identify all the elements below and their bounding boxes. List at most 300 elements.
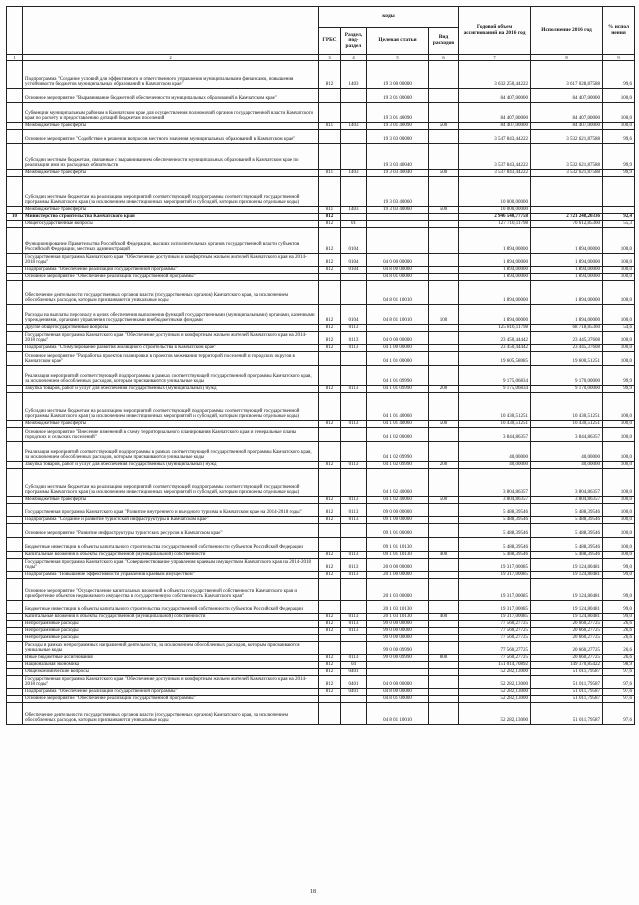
row-number [7, 274, 23, 281]
table-row [7, 214, 635, 221]
row-percent: 54,6 [603, 325, 635, 332]
row-number [7, 696, 23, 703]
row-name: Субвенции муниципальным районам в Камчатском крае для осуществления полномочий органов государственной власти Камчатского края по расчету и предоставлению дотаций бюджетам поселений [23, 103, 319, 123]
row-target-code: 20 1 03 10130 [367, 601, 429, 614]
row-expense-type [429, 676, 459, 689]
row-percent: 26,6 [603, 621, 635, 628]
table-row [7, 366, 635, 386]
row-volume: 77 560,27725 [459, 621, 531, 628]
table-row [7, 517, 635, 524]
row-volume: 10 000,00000 [459, 177, 531, 207]
row-section: 1403 [341, 61, 367, 89]
row-section: 0113 [341, 497, 367, 504]
row-target-code: 19 3 01 40090 [367, 103, 429, 123]
row-section: 0113 [341, 628, 367, 635]
row-volume: 1 894,00000 [459, 305, 531, 325]
row-name: Субсидии местным бюджетам, связанные с выравниванием обеспеченности муниципальных образований в Камчатском крае по реализации ими их расходных обязательств [23, 144, 319, 170]
table-row [7, 538, 635, 552]
row-target-code: 04 1 02 40060 [367, 497, 429, 504]
row-name: Основное мероприятие "Осуществление капитальных вложений в объекты государственной собственности Камчатского края и приобретение объектов недвижимого имущества в государственную собственность Камчатского края" [23, 579, 319, 601]
row-execution: 5 488,39546 [531, 538, 603, 552]
row-number [7, 305, 23, 325]
table-row [7, 614, 635, 621]
row-target-code: 04 1 01 00000 [367, 352, 429, 366]
row-target-code: 04 1 01 09990 [367, 386, 429, 393]
row-number [7, 497, 23, 504]
row-volume: 151 014,70892 [459, 662, 531, 669]
row-execution: 1 894,00000 [531, 254, 603, 267]
row-percent: 100,0 [603, 281, 635, 305]
row-grbs: 812 [319, 572, 341, 579]
row-number: 10 [7, 214, 23, 221]
row-grbs: 812 [319, 325, 341, 332]
row-percent: 100,0 [603, 421, 635, 428]
row-percent: 99,0 [603, 572, 635, 579]
row-volume: 1 894,00000 [459, 228, 531, 254]
row-volume: 77 560,27725 [459, 642, 531, 655]
row-percent [603, 207, 635, 214]
row-number [7, 635, 23, 642]
row-section [341, 366, 367, 386]
table-row [7, 703, 635, 725]
row-expense-type [429, 325, 459, 332]
row-grbs: 812 [319, 254, 341, 267]
row-execution: 1 894,00000 [531, 281, 603, 305]
row-expense-type [429, 89, 459, 103]
row-target-code [367, 221, 429, 228]
row-target-code [367, 325, 429, 332]
row-grbs [319, 442, 341, 462]
row-volume: 40,00000 [459, 442, 531, 462]
row-grbs [319, 601, 341, 614]
row-target-code: 19 3 03 40060 [367, 207, 429, 214]
row-execution: 19 124,80481 [531, 579, 603, 601]
row-execution: 5 488,39546 [531, 552, 603, 559]
row-percent: 100,0 [603, 462, 635, 469]
row-grbs: 812 [319, 689, 341, 696]
row-target-code: 04 1 02 09990 [367, 442, 429, 462]
row-grbs [319, 393, 341, 421]
row-name: Основное мероприятие "Содействие в решении вопросов местного значения муниципальных образований в Камчатском крае" [23, 130, 319, 144]
row-grbs: 812 [319, 228, 341, 254]
table-row [7, 462, 635, 469]
row-section [341, 428, 367, 442]
row-percent: 100,0 [603, 517, 635, 524]
row-volume: 125 816,11798 [459, 325, 531, 332]
row-execution: 51 011,79587 [531, 689, 603, 696]
row-target-code: 99 0 00 00000 [367, 621, 429, 628]
row-name: Государственная программа Камчатского края "Обеспечение доступным и комфортным жильем жителей Камчатского края на 2014-2018 годы" [23, 676, 319, 689]
row-expense-type [429, 696, 459, 703]
row-number [7, 89, 23, 103]
row-execution: 51 011,79587 [531, 703, 603, 725]
row-expense-type: 500 [429, 421, 459, 428]
row-number [7, 614, 23, 621]
row-execution: 1 894,00000 [531, 267, 603, 274]
row-target-code: 04 0 00 00000 [367, 254, 429, 267]
table-row [7, 89, 635, 103]
row-number [7, 228, 23, 254]
row-target-code: 04 8 01 00000 [367, 696, 429, 703]
row-percent: 97,6 [603, 703, 635, 725]
row-execution: 2 721 248,20336 [531, 214, 603, 221]
table-body [7, 61, 635, 725]
row-volume: 40,00000 [459, 462, 531, 469]
row-percent: 97,6 [603, 696, 635, 703]
row-number [7, 655, 23, 662]
row-target-code: 04 8 01 00000 [367, 274, 429, 281]
row-execution: 51 011,79587 [531, 676, 603, 689]
row-volume: 1 894,00000 [459, 281, 531, 305]
row-target-code: 04 1 02 40060 [367, 469, 429, 497]
row-volume: 5 488,39546 [459, 538, 531, 552]
row-number [7, 442, 23, 462]
row-volume: 52 282,13000 [459, 689, 531, 696]
row-execution: 3 532 621,87588 [531, 130, 603, 144]
row-volume: 3 844,86357 [459, 428, 531, 442]
table-row [7, 469, 635, 497]
row-execution: 19 124,80481 [531, 572, 603, 579]
row-target-code: 04 1 01 09990 [367, 366, 429, 386]
row-volume: 10 430,51251 [459, 393, 531, 421]
row-grbs [319, 274, 341, 281]
row-volume: 84 407,00000 [459, 103, 531, 123]
row-volume: 10 000,00000 [459, 207, 531, 214]
row-name: Основное мероприятие "Разработка проектов планировки в проектов межевания территорий поселений и городских округов в Камчатском крае" [23, 352, 319, 366]
row-grbs: 812 [319, 386, 341, 393]
row-section: 01 [341, 221, 367, 228]
row-percent: 100,0 [603, 345, 635, 352]
row-execution: 20 660,27725 [531, 642, 603, 655]
row-expense-type [429, 669, 459, 676]
row-section: 0113 [341, 345, 367, 352]
row-expense-type [429, 366, 459, 386]
row-grbs [319, 524, 341, 538]
row-grbs [319, 538, 341, 552]
table-row [7, 689, 635, 696]
row-target-code: 19 3 00 00000 [367, 61, 429, 89]
row-section: 0104 [341, 305, 367, 325]
row-volume: 3 804,86357 [459, 497, 531, 504]
row-execution: 40,00000 [531, 462, 603, 469]
table-row [7, 281, 635, 305]
row-volume: 19 317,00085 [459, 579, 531, 601]
row-grbs [319, 703, 341, 725]
table-row [7, 386, 635, 393]
row-grbs: 811 [319, 123, 341, 130]
row-number [7, 61, 23, 89]
row-execution: 3 844,86357 [531, 428, 603, 442]
row-name: Основное мероприятие "Развитие инфраструктуры туристских ресурсов в Камчатском крае" [23, 524, 319, 538]
row-name: Межбюджетные трансферты [23, 123, 319, 130]
row-number [7, 504, 23, 517]
row-percent: 99,0 [603, 601, 635, 614]
row-expense-type [429, 144, 459, 170]
row-name: Межбюджетные трансферты [23, 170, 319, 177]
row-volume: 5 488,39546 [459, 504, 531, 517]
table-row [7, 221, 635, 228]
row-target-code: 19 3 01 00000 [367, 89, 429, 103]
row-percent: 26,6 [603, 642, 635, 655]
row-name: Межбюджетные трансферты [23, 421, 319, 428]
table-row [7, 207, 635, 214]
row-grbs [319, 103, 341, 123]
row-percent: 99,9 [603, 170, 635, 177]
row-section: 0113 [341, 325, 367, 332]
row-percent: 100,0 [603, 267, 635, 274]
row-target-code: 04 1 02 00000 [367, 428, 429, 442]
row-target-code: 09 1 00 00000 [367, 517, 429, 524]
row-execution: 23 445,37608 [531, 332, 603, 345]
row-section: 0113 [341, 572, 367, 579]
row-grbs [319, 469, 341, 497]
row-name: Подпрограмма "Создание и развитие туристской инфраструктуры в Камчатском крае" [23, 517, 319, 524]
row-name: Обеспечение деятельности государственных органов власти (государственных органов) Камчатского края, за исключением обособленных расходов, которым присваиваются уникальные коды [23, 703, 319, 725]
row-number [7, 601, 23, 614]
row-section: 0104 [341, 254, 367, 267]
row-volume: 5 488,39546 [459, 524, 531, 538]
row-section: 0113 [341, 621, 367, 628]
row-expense-type [429, 538, 459, 552]
row-expense-type [429, 703, 459, 725]
row-grbs: 812 [319, 504, 341, 517]
row-name: Непрограммные расходы [23, 628, 319, 635]
table-row [7, 254, 635, 267]
table-row [7, 579, 635, 601]
col-index: 9 [603, 55, 635, 61]
row-volume: 52 282,13000 [459, 703, 531, 725]
row-percent: 99,9 [603, 366, 635, 386]
row-execution: 149 370,85422 [531, 662, 603, 669]
col-header-section: Раздел, под-раздел [341, 28, 367, 55]
row-grbs: 812 [319, 655, 341, 662]
col-index: 3 [319, 55, 341, 61]
row-name: Непрограммные расходы [23, 635, 319, 642]
row-section [341, 103, 367, 123]
row-grbs: 812 [319, 61, 341, 89]
row-section: 1403 [341, 170, 367, 177]
col-index: 6 [429, 55, 459, 61]
row-expense-type: 800 [429, 655, 459, 662]
row-section: 0113 [341, 517, 367, 524]
row-execution: 5 488,39546 [531, 504, 603, 517]
row-expense-type [429, 524, 459, 538]
row-grbs: 812 [319, 332, 341, 345]
row-percent: 99,0 [603, 614, 635, 621]
row-expense-type [429, 579, 459, 601]
row-execution: 20 660,27725 [531, 628, 603, 635]
row-execution: 23 445,37608 [531, 345, 603, 352]
col-index: 1 [7, 55, 23, 61]
row-volume: 1 894,00000 [459, 254, 531, 267]
row-execution: 51 011,79587 [531, 696, 603, 703]
row-percent: 100,0 [603, 538, 635, 552]
row-target-code: 09 1 01 10130 [367, 552, 429, 559]
row-execution: 19 124,80481 [531, 559, 603, 572]
row-percent: 98,9 [603, 662, 635, 669]
row-volume: 52 282,13000 [459, 676, 531, 689]
row-name: Функционирование Правительства Российской Федерации, высших исполнительных органов государственной власти субъектов Российской Федерации, местных администраций [23, 228, 319, 254]
table-row [7, 676, 635, 689]
row-section [341, 469, 367, 497]
row-execution: 68 718,85360 [531, 325, 603, 332]
table-row [7, 572, 635, 579]
row-section: 0104 [341, 267, 367, 274]
row-number [7, 428, 23, 442]
row-target-code: 09 1 01 10130 [367, 538, 429, 552]
row-percent: 100,0 [603, 228, 635, 254]
row-expense-type: 500 [429, 170, 459, 177]
row-execution: 70 612,85360 [531, 221, 603, 228]
row-number [7, 669, 23, 676]
row-grbs: 812 [319, 676, 341, 689]
row-expense-type [429, 628, 459, 635]
row-section: 0401 [341, 669, 367, 676]
row-target-code: 19 3 03 40040 [367, 144, 429, 170]
row-section: 0104 [341, 228, 367, 254]
row-expense-type [429, 130, 459, 144]
row-grbs [319, 281, 341, 305]
row-percent: 99,0 [603, 579, 635, 601]
row-target-code: 04 8 00 00000 [367, 689, 429, 696]
row-target-code: 04 0 00 00000 [367, 676, 429, 689]
row-number [7, 345, 23, 352]
row-volume: 3 537 843,44222 [459, 170, 531, 177]
row-name: Закупка товаров, работ и услуг для обеспечения государственных (муниципальных) нужд [23, 462, 319, 469]
row-volume: 2 946 540,77758 [459, 214, 531, 221]
col-index: 7 [459, 55, 531, 61]
table-row [7, 497, 635, 504]
row-name: Подпрограмма "Стимулирование развития жилищного строительства в Камчатском крае" [23, 345, 319, 352]
table-row [7, 345, 635, 352]
col-index: 4 [341, 55, 367, 61]
row-percent: 100,0 [603, 89, 635, 103]
row-target-code: 04 1 01 40060 [367, 421, 429, 428]
row-percent: 97,6 [603, 676, 635, 689]
table-row [7, 428, 635, 442]
row-grbs: 812 [319, 621, 341, 628]
row-grbs: 812 [319, 305, 341, 325]
row-expense-type [429, 642, 459, 655]
table-row [7, 524, 635, 538]
table-row [7, 130, 635, 144]
row-grbs: 812 [319, 559, 341, 572]
row-grbs: 812 [319, 421, 341, 428]
row-target-code: 04 8 01 10010 [367, 281, 429, 305]
row-grbs [319, 130, 341, 144]
row-grbs [319, 366, 341, 386]
row-expense-type [429, 428, 459, 442]
row-number [7, 177, 23, 207]
row-section: 1403 [341, 207, 367, 214]
table-row [7, 170, 635, 177]
row-volume: 1 894,00000 [459, 267, 531, 274]
row-section: 0113 [341, 504, 367, 517]
row-percent: 100,0 [603, 393, 635, 421]
row-section: 0113 [341, 462, 367, 469]
col-header-name [23, 7, 319, 55]
table-row [7, 552, 635, 559]
row-number [7, 703, 23, 725]
row-name: Основное мероприятие "Внесение изменений в схему территориального планирования Камчатского края и генеральные планы городских и сельских поселений" [23, 428, 319, 442]
row-expense-type [429, 281, 459, 305]
row-grbs: 812 [319, 614, 341, 621]
page-number: 18 [310, 889, 316, 895]
row-expense-type [429, 689, 459, 696]
row-target-code [367, 214, 429, 221]
row-name: Иные бюджетные ассигнования [23, 655, 319, 662]
row-number [7, 689, 23, 696]
table-row [7, 504, 635, 517]
table-row [7, 103, 635, 123]
row-volume: 77 560,27725 [459, 635, 531, 642]
row-section [341, 89, 367, 103]
row-section [341, 635, 367, 642]
row-grbs [319, 428, 341, 442]
row-execution: 5 488,39546 [531, 524, 603, 538]
row-volume: 3 547 843,44222 [459, 130, 531, 144]
row-grbs: 812 [319, 214, 341, 221]
row-number [7, 559, 23, 572]
row-section: 04 [341, 662, 367, 669]
row-expense-type: 400 [429, 552, 459, 559]
row-name: Государственная программа Камчатского края "Совершенствование управления краевым имуществом Камчатского края на 2014-2018 годы" [23, 559, 319, 572]
row-volume: 9 175,06834 [459, 386, 531, 393]
row-expense-type [429, 177, 459, 207]
row-target-code: 09 0 00 00000 [367, 504, 429, 517]
table-row [7, 352, 635, 366]
row-section: 0113 [341, 421, 367, 428]
table-row [7, 305, 635, 325]
row-execution [531, 177, 603, 207]
row-number [7, 281, 23, 305]
table-row [7, 559, 635, 572]
row-number [7, 676, 23, 689]
col-header-codes: коды [319, 7, 459, 28]
row-grbs [319, 635, 341, 642]
row-section [341, 281, 367, 305]
row-target-code: 04 1 02 09990 [367, 462, 429, 469]
row-volume: 19 317,00085 [459, 559, 531, 572]
row-target-code: 04 8 01 10010 [367, 305, 429, 325]
row-name: Межбюджетные трансферты [23, 497, 319, 504]
row-target-code: 19 3 01 40090 [367, 123, 429, 130]
row-target-code: 99 0 00 00000 [367, 635, 429, 642]
table-row [7, 635, 635, 642]
row-expense-type [429, 345, 459, 352]
row-target-code: 04 0 00 00000 [367, 332, 429, 345]
row-grbs [319, 579, 341, 601]
row-volume: 127 710,11798 [459, 221, 531, 228]
row-number [7, 421, 23, 428]
row-volume: 3 804,86357 [459, 469, 531, 497]
row-execution: 3 532 621,87588 [531, 144, 603, 170]
row-number [7, 366, 23, 386]
row-name: Национальная экономика [23, 662, 319, 669]
row-grbs: 812 [319, 221, 341, 228]
header-row-top [7, 7, 635, 28]
row-number [7, 130, 23, 144]
row-section [341, 696, 367, 703]
row-target-code: 19 3 03 00000 [367, 130, 429, 144]
row-section [341, 352, 367, 366]
row-percent: 99,6 [603, 130, 635, 144]
col-header-exp-type: Вид расходов [429, 28, 459, 55]
row-expense-type: 500 [429, 497, 459, 504]
row-name: Субсидии местным бюджетам на реализацию мероприятий соответствующей подпрограммы соответствующей государственной программы Камчатского края (за исключением инвестиционных мероприятий и субсидий, которым присвоены отдельные коды) [23, 177, 319, 207]
row-number [7, 144, 23, 170]
row-percent: 97,6 [603, 669, 635, 676]
